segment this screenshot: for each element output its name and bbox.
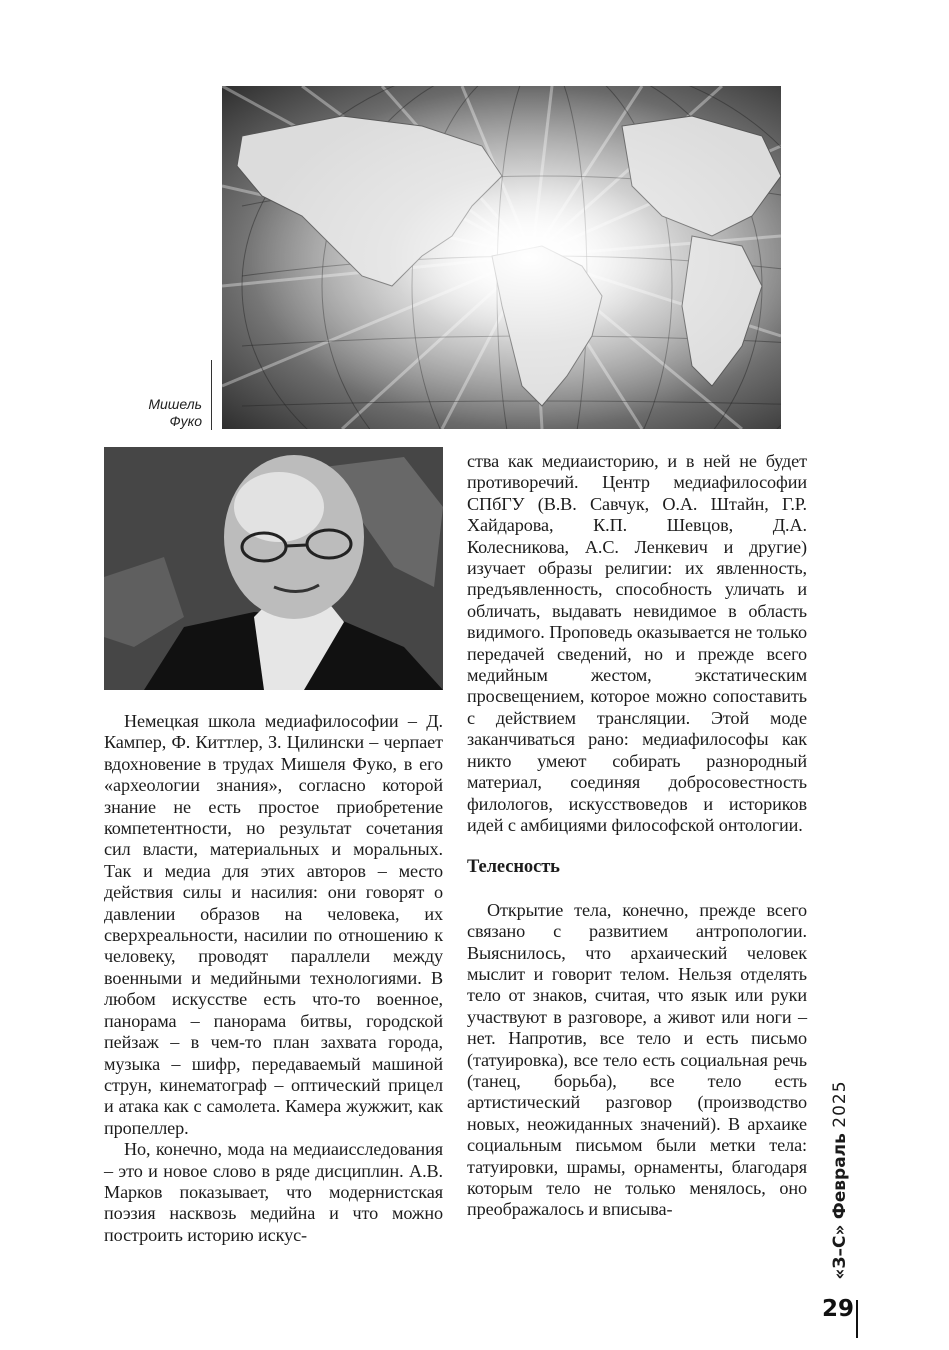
photo-caption (120, 396, 202, 430)
right-text-column (467, 451, 807, 1221)
page-number: 29 (821, 1296, 854, 1322)
section-heading: Телесность (467, 857, 560, 878)
running-footer (820, 1050, 860, 1310)
caption-divider (211, 360, 212, 430)
left-text-column (104, 711, 443, 1246)
issue-year: 2025 (830, 1080, 850, 1128)
world-map-illustration (222, 86, 781, 429)
left-paragraph-1: Немецкая школа медиафилософии – Д. Кампер, Ф. Киттлер, З. Цилински – черпает вдохновение в трудах Мишеля Фуко, в его «археологии знания», согласно которой знание не есть простое приобретение компетентности, но результат сочетания сил власти, материальных и моральных. Так и медиа для этих авторов – место действия силы и насилия: они говорят о давлении образов на человека, их сверхреальности, насилии по отношению к человеку, проводят параллели между военными и медийными технологиями. В любом искусстве есть что-то военное, панорама – панорама битвы, городской пейзаж – в чем-то план захвата города, музыка – шифр, передаваемый машиной струн, кинематограф – оптический прицел и атака как с самолета. Камера жужжит, как пропеллер. (104, 711, 443, 1138)
journal-name: «З–С» (830, 1224, 850, 1280)
portrait-photo (104, 447, 443, 690)
caption-line-1: Мишель (148, 396, 202, 412)
issue-month: Февраль (830, 1133, 850, 1220)
page-number-rule (856, 1300, 858, 1338)
right-paragraph-1: ства как медиаисторию, и в ней не будет противоречий. Центр медиафилософии СПбГУ (В.В. Савчук, О.А. Штайн, Г.Р. Хайдарова, К.П. Шевцов, Д.А. Колесникова, А.С. Ленкевич и другие) изучает образы религии: их явленность, предъявленность, способность уличать и обличать, выдавать невидимое в область видимого. Проповедь оказывается не только передачей сведений, но и прежде всего медийным жестом, экстатическим просвещением, которое можно сопоставить с действием трансляции. Этой моде заканчиваться рано: медиафилософы как никто умеют собирать разнородный материал, соединяя добросовестность филологов, искусствоведов и историков идей с амбициями философской онтологии. (467, 451, 807, 835)
caption-line-2: Фуко (169, 413, 202, 429)
left-paragraph-2: Но, конечно, мода на медиаисследования – это и новое слово в ряде дисциплин. А.В. Марков показывает, что модернистская поэзия насквозь медийна и что можно построить историю искус- (104, 1139, 443, 1245)
right-paragraph-2: Открытие тела, конечно, прежде всего связано с развитием антропологии. Выяснилось, что архаический человек мыслит и говорит телом. Нельзя отделять тело от знаков, считая, что язык или руки участвуют в разговоре, а живот или ноги – нет. Напротив, все тело и есть письмо (татуировка), все тело есть социальная речь (танец, борьба), все тело есть артистический разговор (производство новых, неожиданных значений). В архаике социальным письмом были метки тела: татуировки, шрамы, орнаменты, благодаря которым тело не только менялось, оно преображалось и вписыва- (467, 899, 807, 1220)
